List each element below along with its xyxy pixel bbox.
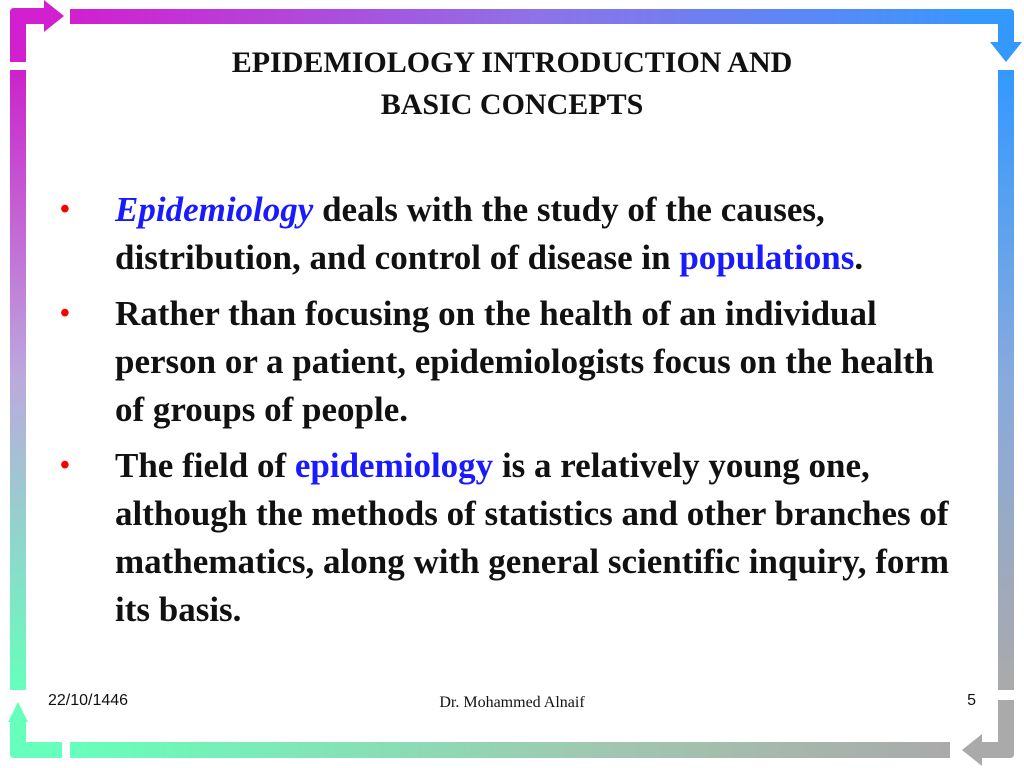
bullet-marker: • [60, 450, 70, 481]
slide-title-line-2: BASIC CONCEPTS [380, 88, 644, 121]
bullet-marker: • [60, 298, 70, 329]
bullet-marker: • [60, 194, 70, 225]
frame-top-bar [70, 9, 1008, 24]
bullet-item-3 [60, 442, 960, 634]
bullet-3-text-start: The field of [115, 446, 295, 485]
frame-top-right-arrow [960, 9, 1022, 62]
footer-author: Dr. Mohammed Alnaif [439, 694, 585, 711]
bullet-list [60, 186, 960, 642]
frame-left-bar [10, 70, 26, 690]
bullet-1-period: . [854, 238, 864, 277]
frame-top-left-arrow [10, 0, 64, 62]
term-populations: populations [679, 238, 855, 277]
frame-bottom-bar [70, 742, 950, 758]
bullet-item-2 [60, 290, 960, 434]
footer-date: 22/10/1446 [48, 692, 129, 709]
slide-title [100, 42, 924, 126]
bullet-3-text-end: is a relatively young one, although the methods of statistics and other branches of mathematics, along with general scientific inquiry, form its basis. [115, 446, 950, 629]
term-epidemiology: epidemiology [294, 446, 494, 485]
bullet-2-text: Rather than focusing on the health of an individual person or a patient, epidemiologists focus on the health of groups of people. [115, 294, 934, 429]
bullet-1-text: deals with the study of the causes, distribution, and control of disease in [115, 190, 825, 277]
bullet-item-1 [60, 186, 960, 282]
frame-right-bar [998, 70, 1014, 690]
footer-page-number: 5 [967, 692, 976, 709]
term-epidemiology-italic: Epidemiology [115, 190, 314, 229]
slide-title-line-1: EPIDEMIOLOGY INTRODUCTION AND [231, 46, 793, 79]
